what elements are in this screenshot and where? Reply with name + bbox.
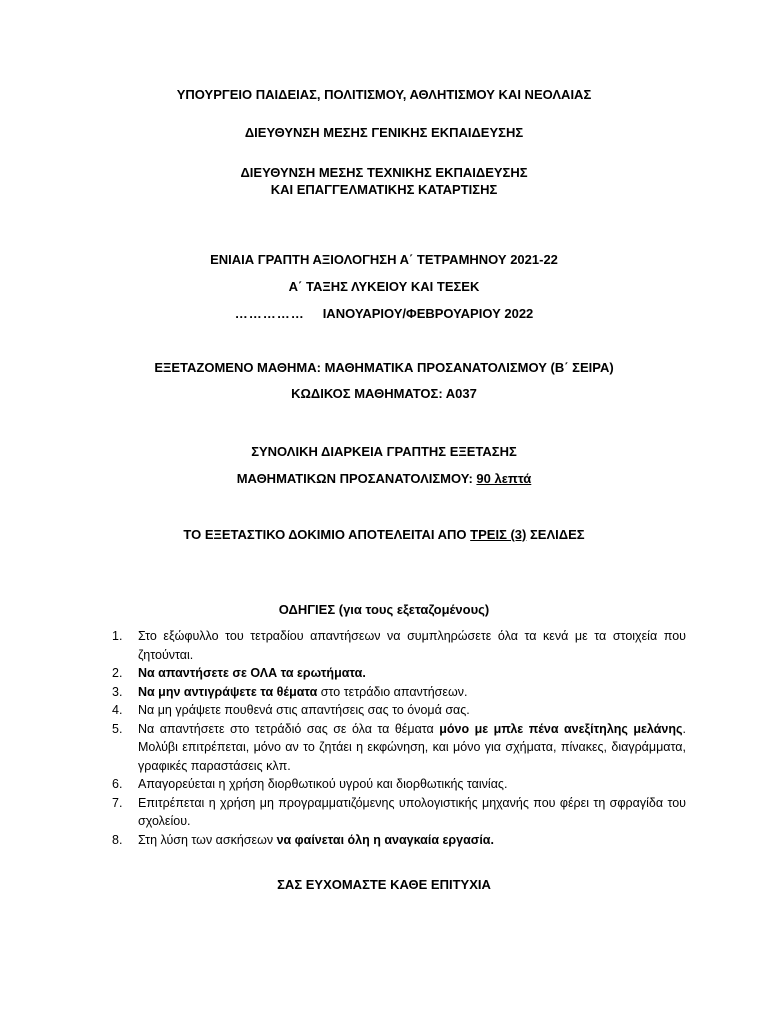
closing-wish: ΣΑΣ ΕΥΧΟΜΑΣΤΕ ΚΑΘΕ ΕΠΙΤΥΧΙΑ (277, 877, 491, 892)
instruction-number: 5. (112, 721, 123, 736)
instruction-text: Επιτρέπεται η χρήση μη προγραμματιζόμενης υπολογιστικής μηχανής που φέρει τη σφραγίδα του σχολείου. (138, 795, 686, 828)
exam-title: ΕΝΙΑΙΑ ΓΡΑΠΤΗ ΑΞΙΟΛΟΓΗΣΗ Α΄ ΤΕΤΡΑΜΗΝΟΥ 2021-22 (210, 252, 558, 267)
instruction-number: 4. (112, 703, 123, 717)
exam-duration-line2 (0, 470, 768, 487)
exam-pages-prefix: ΤΟ ΕΞΕΤΑΣΤΙΚΟ ΔΟΚΙΜΙΟ ΑΠΟΤΕΛΕΙΤΑΙ ΑΠΟ (183, 527, 471, 542)
directorate-general-heading: ΔΙΕΥΘΥΝΣΗ ΜΕΣΗΣ ΓΕΝΙΚΗΣ ΕΚΠΑΙΔΕΥΣΗΣ (244, 125, 524, 140)
instruction-number: 8. (112, 832, 123, 847)
instruction-text: Στο εξώφυλλο του τετραδίου απαντήσεων να συμπληρώσετε όλα τα κενά με τα στοιχεία που ζητούνται. (138, 629, 686, 662)
instruction-bold-text: Να απαντήσετε σε ΟΛΑ τα ερωτήματα. (138, 666, 366, 680)
exam-duration-label: ΜΑΘΗΜΑΤΙΚΩΝ ΠΡΟΣΑΝΑΤΟΛΙΣΜΟΥ: (236, 471, 477, 486)
instruction-number: 1. (112, 629, 123, 643)
instruction-number: 6. (112, 777, 123, 791)
instruction-text-continued: . Μολύβι επιτρέπεται, μόνο αν το ζητάει η εκφώνηση, και μόνο για σχήματα, πίνακες, διαγράμματα, γραφικές παραστάσεις κλπ. (138, 721, 686, 773)
exam-pages-value: ΤΡΕΙΣ (3) (470, 527, 527, 542)
instruction-item (112, 664, 686, 683)
exam-subject: ΕΞΕΤΑΖΟΜΕΝΟ ΜΑΘΗΜΑ: ΜΑΘΗΜΑΤΙΚΑ ΠΡΟΣΑΝΑΤΟΛΙΣΜΟΥ (Β΄ ΣΕΙΡΑ) (154, 360, 614, 375)
instruction-text: Να μη γράψετε πουθενά στις απαντήσεις σας το όνομά σας. (138, 703, 470, 717)
date-placeholder-dots: …………… (234, 306, 305, 321)
exam-duration-line1: ΣΥΝΟΛΙΚΗ ΔΙΑΡΚΕΙΑ ΓΡΑΠΤΗΣ ΕΞΕΤΑΣΗΣ (251, 444, 517, 459)
instruction-text: Απαγορεύεται η χρήση διορθωτικού υγρού και διορθωτικής ταινίας. (138, 777, 508, 791)
instruction-bold-text: μόνο με μπλε πένα ανεξίτηλης μελάνης (439, 721, 683, 736)
instruction-item (112, 831, 686, 850)
exam-date (0, 305, 768, 322)
instructions-list (112, 627, 686, 849)
instructions-heading: ΟΔΗΓΙΕΣ (για τους εξεταζομένους) (278, 602, 490, 617)
instruction-item (112, 627, 686, 664)
exam-duration-value: 90 λεπτά (476, 471, 532, 486)
exam-pages-suffix: ΣΕΛΙΔΕΣ (526, 527, 585, 542)
instruction-number: 3. (112, 684, 123, 699)
instruction-item (112, 794, 686, 831)
instruction-text: στο τετράδιο απαντήσεων. (317, 684, 468, 699)
instruction-bold-text: Να μην αντιγράψετε τα θέματα (138, 684, 318, 699)
exam-code: ΚΩΔΙΚΟΣ ΜΑΘΗΜΑΤΟΣ: Α037 (291, 386, 477, 401)
instruction-item (112, 775, 686, 794)
instruction-item (112, 683, 686, 702)
directorate-technical-heading-line1: ΔΙΕΥΘΥΝΣΗ ΜΕΣΗΣ ΤΕΧΝΙΚΗΣ ΕΚΠΑΙΔΕΥΣΗΣ (240, 165, 528, 180)
instruction-item (112, 720, 686, 776)
exam-class: Α΄ ΤΑΞΗΣ ΛΥΚΕΙΟΥ ΚΑΙ ΤΕΣΕΚ (288, 279, 480, 294)
instruction-bold-text: να φαίνεται όλη η αναγκαία εργασία. (276, 832, 494, 847)
instruction-text: Να απαντήσετε στο τετράδιό σας σε όλα τα θέματα (138, 721, 440, 736)
instruction-number: 2. (112, 666, 123, 680)
instruction-text: Στη λύση των ασκήσεων (138, 832, 277, 847)
ministry-heading: ΥΠΟΥΡΓΕΙΟ ΠΑΙΔΕΙΑΣ, ΠΟΛΙΤΙΣΜΟΥ, ΑΘΛΗΤΙΣΜΟΥ ΚΑΙ ΝΕΟΛΑΙΑΣ (176, 87, 592, 102)
exam-pages-statement (0, 526, 768, 543)
instruction-item (112, 701, 686, 720)
directorate-technical-heading-line2: ΚΑΙ ΕΠΑΓΓΕΛΜΑΤΙΚΗΣ ΚΑΤΑΡΤΙΣΗΣ (270, 182, 498, 197)
instruction-number: 7. (112, 795, 123, 810)
exam-date-text: ΙΑΝΟΥΑΡΙΟΥ/ΦΕΒΡΟΥΑΡΙΟΥ 2022 (322, 306, 534, 321)
